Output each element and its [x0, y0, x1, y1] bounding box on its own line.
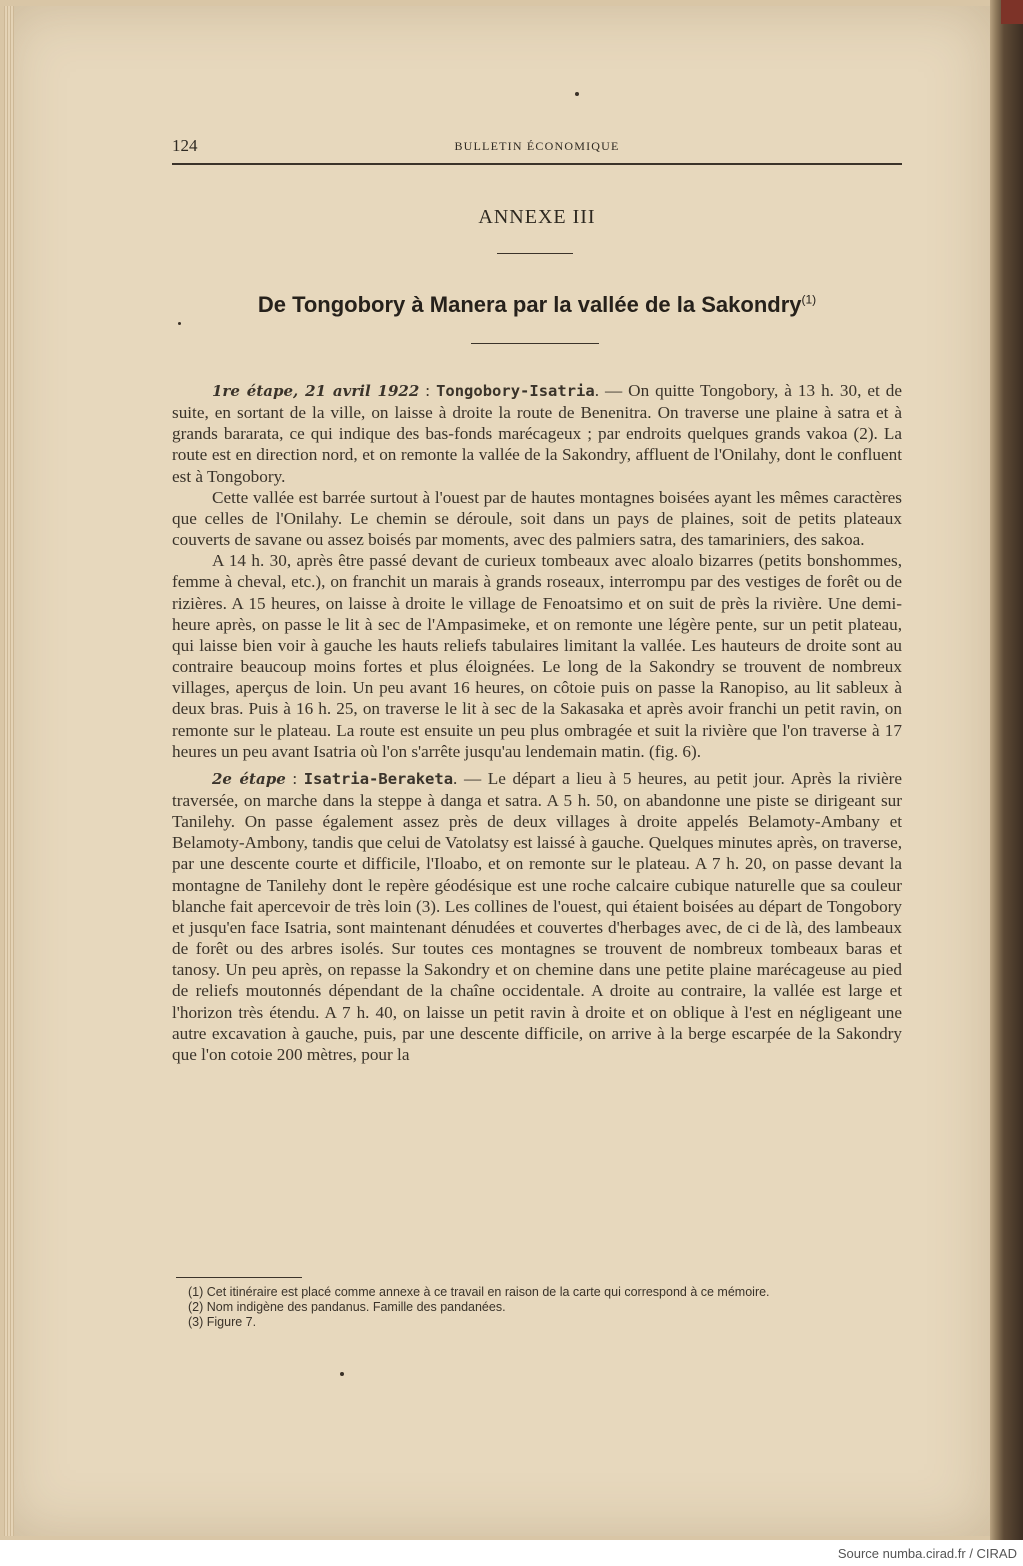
ink-speck	[178, 322, 181, 325]
footnote-rule	[176, 1277, 302, 1278]
body-text	[172, 380, 902, 1065]
footnote-2: (2) Nom indigène des pandanus. Famille des pandanées.	[188, 1300, 506, 1314]
footnote-3: (3) Figure 7.	[188, 1315, 257, 1329]
ink-speck	[340, 1372, 344, 1376]
stage-1-paragraph: 1re étape, 21 avril 1922 : Tongobory-Isatria. — On quitte Tongobory, à 13 h. 30, et de suite, en sortant de la ville, on laisse à droite la route de Benenitra. On traverse une plaine à satra et à grands bararata, ce qui indique des bas-fonds marécageux ; par endroits quelques grands vakoa (2). La route est en direction nord, et on remonte la vallée de la Sakondry, affluent de l'Onilahy, dont le confluent est à Tongobory.	[172, 381, 903, 486]
stage-2-paragraph: 2e étape : Isatria-Beraketa. — Le départ a lieu à 5 heures, au petit jour. Après la rivière traversée, on marche dans la steppe à danga et satra. A 5 h. 50, on abandonne une piste se dirigeant sur Tanilehy. On passe également assez près de deux villages à droite appelés Belamoty-Ambany et Belamoty-Ambony, tandis que celui de Vatolatsy est laissé à gauche. Quelques minutes après, on traverse, par une descente courte et difficile, l'Iloabo, et on remonte sur le plateau. A 7 h. 20, on passe devant la montagne de Tanilehy dont le repère géodésique est une roche calcaire cubique naturelle que sa couleur blanche fait apercevoir de très loin (3). Les collines de l'ouest, qui étaient boisées au départ de Tongobory et jusqu'en face Isatria, sont maintenant dénudées et couvertes d'herbages avec, de ci de là, des lambeaux de forêt ou des arbres isolés. Sur toutes ces montagnes se trouvent de nombreux tombeaux baras et tanosy. Un peu après, on repasse la Sakondry et on chemine dans une petite plaine marécageuse au pied de reliefs moutonnés dépendant de la chaîne occidentale. A droite au contraire, la vallée est large et l'horizon très étendu. A 7 h. 40, on laisse un petit ravin à droite et on oblique à l'est en négligeant une autre excavation à gauche, puis, par une descente difficile, on arrive à la berge escarpée de la Sakondry que l'on cotoie 200 mètres, pour la	[172, 768, 902, 1064]
stage-2-text: — Le départ a lieu à 5 heures, au petit jour. Après la rivière traversée, on marche dans la steppe à danga et satra. A 5 h. 50, on abandonne une piste se dirigeant sur Tanilehy. On passe également assez près de deux villages à droite appelés Belamoty-Ambany et Belamoty-Ambony, tandis que celui de Vatolatsy est laissé à gauche. Quelques minutes après, on traverse, par une descente courte et difficile, l'Iloabo, et on remonte sur le plateau. A 7 h. 20, on passe devant la montagne de Tanilehy dont le repère géodésique est une roche calcaire cubique naturelle que sa couleur blanche fait apercevoir de très loin (3). Les collines de l'ouest, qui étaient boisées au départ de Tongobory et jusqu'en face Isatria, sont maintenant dénudées et couvertes d'herbages avec, de ci de là, des lambeaux de forêt ou des arbres isolés. Sur toutes ces montagnes se trouvent de nombreux tombeaux baras et tanosy. Un peu après, on repasse la Sakondry et on chemine dans une petite plaine marécageuse au pied de reliefs moutonnés dépendant de la chaîne occidentale. A droite au contraire, la vallée est large et l'horizon très étendu. A 7 h. 40, on laisse un petit ravin à droite et on oblique à l'est en négligeant une autre excavation à gauche, puis, par une descente difficile, on arrive à la berge escarpée de la Sakondry que l'on cotoie 200 mètres, pour la	[172, 768, 902, 1064]
page-edges	[4, 6, 14, 1536]
footnotes	[172, 1285, 902, 1330]
stage-2-label: 2e étape	[212, 769, 286, 788]
stage-1-label: 1re étape, 21 avril 1922	[212, 382, 420, 400]
footnote-1: (1) Cet itinéraire est placé comme annexe à ce travail en raison de la carte qui correspond à ce mémoire.	[188, 1285, 770, 1299]
annexe-rule	[497, 253, 573, 254]
binding-ribbon	[1001, 0, 1023, 24]
page-number: 124	[172, 136, 198, 155]
running-title: BULLETIN ÉCONOMIQUE	[454, 139, 620, 153]
title-rule	[471, 343, 599, 344]
header-rule	[172, 163, 902, 165]
page-title	[172, 292, 902, 318]
annexe-label: ANNEXE III	[478, 206, 596, 228]
book-binding	[990, 0, 1023, 1540]
stage-2-name: Isatria-Beraketa	[303, 769, 454, 788]
ink-speck	[575, 92, 579, 96]
paragraph: Cette vallée est barrée surtout à l'ouest par de hautes montagnes boisées ayant les mêmes caractères que celles de l'Onilahy. Le chemin se déroule, soit dans un pays de plaines, soit de petits plateaux couverts de savane ou assez boisés par moments, avec des palmiers satra, des tamariniers, des sakoa.	[172, 487, 902, 550]
stage-1-name: Tongobory-Isatria	[436, 382, 595, 400]
title-text: De Tongobory à Manera par la vallée de la Sakondry	[257, 292, 802, 317]
stage-1-text: — On quitte Tongobory, à 13 h. 30, et de suite, en sortant de la ville, on laisse à droite la route de Benenitra. On traverse une plaine à satra et à grands bararata, ce qui indique des bas-fonds marécageux ; par endroits quelques grands vakoa (2). La route est en direction nord, et on remonte la vallée de la Sakondry, affluent de l'Onilahy, dont le confluent est à Tongobory.	[172, 381, 903, 486]
title-note-ref: (1)	[801, 292, 817, 307]
paragraph: A 14 h. 30, après être passé devant de curieux tombeaux avec aloalo bizarres (petits bonshommes, femme à cheval, etc.), on franchit un marais à grands roseaux, interrompu par des vestiges de forêt ou de rizières. A 15 heures, on laisse à droite le village de Fenoatsimo et on suit de près la rivière. Une demi-heure après, on passe le lit à sec de l'Ampasimeke, et on remonte une légère pente, sur un petit plateau, qui laisse bien voir à gauche les hauts reliefs tabulaires limitant la vallée. Les hauteurs de droite sont au contraire beaucoup moins fortes et plus éloignées. Le long de la Sakondry se trouvent de nombreux villages, aperçus de loin. Un peu avant 16 heures, on côtoie puis on passe la Ranopiso, au lit sableux à deux bras. Puis à 16 h. 25, on traverse le lit à sec de la Sakasaka et après avoir franchi un petit ravin, on remonte sur le plateau. La route est ensuite un peu plus ombragée et suit la rivière que l'on traverse à 17 heures un peu avant Isatria où l'on s'arrête jusqu'au lendemain matin. (fig. 6).	[172, 551, 902, 761]
running-header	[172, 136, 902, 156]
source-credit: Source numba.cirad.fr / CIRAD	[837, 1546, 1017, 1561]
